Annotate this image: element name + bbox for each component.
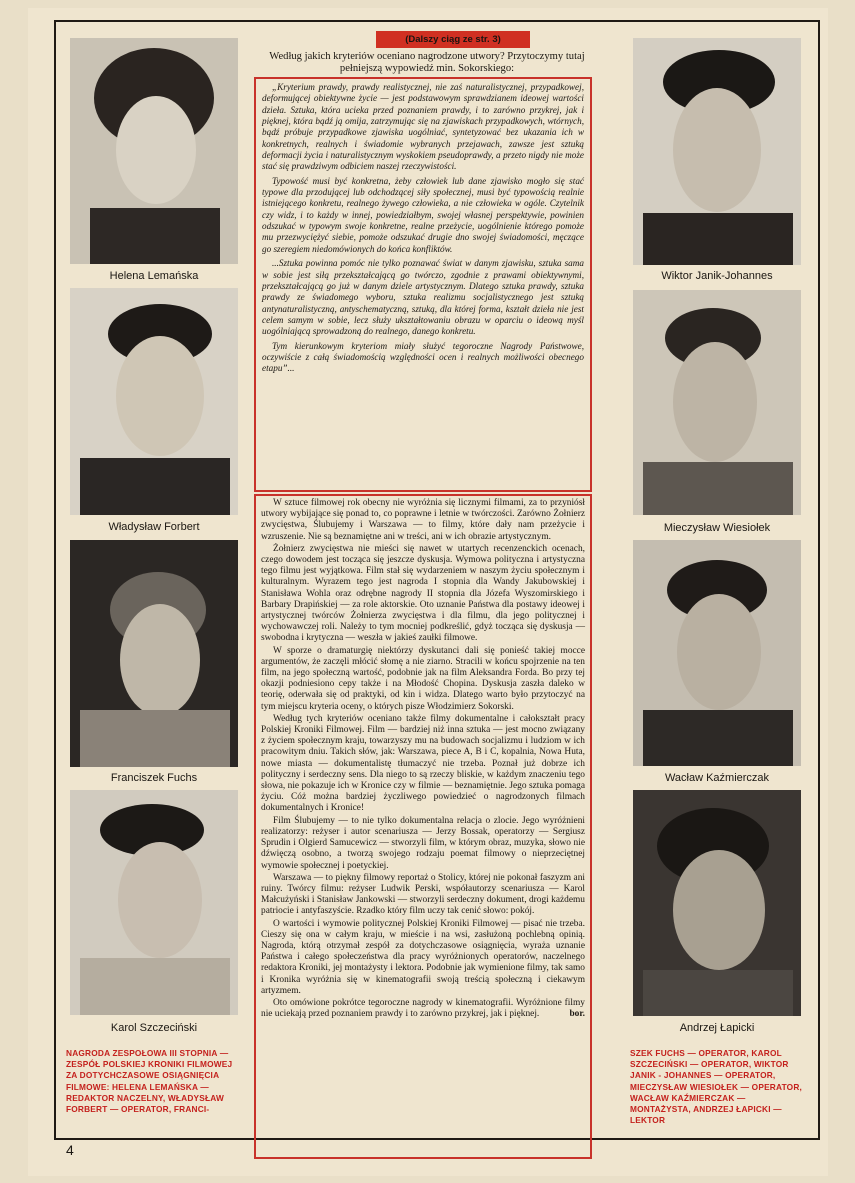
- quote-paragraph: „Kryterium prawdy, prawdy realistycznej, nie zaś naturalistycznej, przypadkowej, deformującej obiektywne życie — jest podstawowym sprawdzianem ideowej wartości dzieła. Sztuka, która ucieka przed poznaniem prawdy, i to zarówno przykrej, jak i pięknej, która bądź ją omija, zatrzymując się na zjawiskach przypadkowych, wtórnych, bądź próbuje przypadkowe zjawiska uogólniać, syntetyzować bez ukazania ich w konkretnych, realnych i świadomie wybranych przejawach, zawsze jest sztuką deformacji życia i naturalistycznym wyskokiem pseudoprawdy, a przeto nigdy nie może stać się prawdziwym odbiciem naszej rzeczywistości.: [262, 82, 584, 172]
- body-paragraph-text: Oto omówione pokrótce tegoroczne nagrody w kinematografii. Wyróżnione filmy nie uciekają przed poznaniem prawdy i to zarówno przykrej, jak i pięknej.: [261, 997, 585, 1020]
- portrait-caption: Wacław Kaźmierczak: [664, 772, 770, 784]
- page-number: 4: [66, 1142, 74, 1158]
- left-award-caption: NAGRODA ZESPOŁOWA III STOPNIA — ZESPÓŁ POLSKIEJ KRONIKI FILMOWEJ ZA DOTYCHCZASOWE OSIĄGNIĘCIA FILMOWE: HELENA LEMAŃSKA — REDAKTOR NACZELNY, WŁADYSŁAW FORBERT — OPERATOR, FRANCI-: [66, 1048, 233, 1115]
- body-paragraph: Według tych kryteriów oceniano także filmy dokumentalne i całokształt pracy Polskiej Kroniki Filmowej. Film — bardziej niż inna sztuka — jest mocno związany z życiem społecznym kraju, towarzyszy mu na budowach socjalizmu i ludziom w ich pracowitym dniu. Takich słów, jak: Warszawa, piece A, B i C, kopalnia, Nowa Huta, nowe miasta — dokumentalistę tłumaczyć nie trzeba. Poznał już dobrze ich polityczny i serdeczny sens. Dla niego to są rzeczy bliskie, w każdym znaczeniu tego słowa, nie pokazuje ich w Kronice czy w filmie — beznamiętnie. Jego sztuka pomaga życiu. Cóż można bardziej życzliwego powiedzieć o nagrodzonych filmach dokumentalnych i Kronice!: [261, 713, 585, 814]
- body-paragraph: W sztuce filmowej rok obecny nie wyróżnia się licznymi filmami, za to przyniósł utwory wybijające się ponad to, co poprawne i letnie w twórczości. Zarówno Żołnierz zwycięstwa, Ślubujemy i Warszawa — to filmy, które dały nam przeżycie i wzruszenie. Nie są beznamiętne ani w treści, ani w ich obrazie artystycznym.: [261, 498, 585, 542]
- portrait-photo: [70, 540, 238, 767]
- portrait-caption: Władysław Forbert: [108, 521, 200, 533]
- quote-paragraph: Tym kierunkowym kryteriom miały służyć tegoroczne Nagrody Państwowe, oczywiście z całą świadomością względności ocen i realnych możliwości obecnego etapu”...: [262, 340, 584, 374]
- portrait-photo: [70, 38, 238, 264]
- article-intro: Według jakich kryteriów oceniano nagrodzone utwory? Przytoczymy tutaj pełniejszą wypowiedź min. Sokorskiego:: [269, 51, 585, 75]
- author-signature: bor.: [569, 1009, 585, 1020]
- quote-paragraph: Typowość musi być konkretna, żeby człowiek lub dane zjawisko mogło się stać typowe dla przodującej lub odchodzącej siły społecznej, musi być typowością realnie istniejącego konkretu, realnego żywego człowieka, a nie człowieka w ogóle. Czytelnik czy widz, i to każdy w innej, powiedziałbym, swojej własnej perspektywie, powinien odszukać w typowym swoje konkretne, realne przeżycie, uogólnienie którego pomoże mu przezwyciężyć siebie, pomoże odszukać drugie dno swojej świadomości, męczące go szeregiem niedomówionych do końca konfliktów.: [262, 175, 584, 254]
- continuation-banner: (Dalszy ciąg ze str. 3): [376, 31, 530, 48]
- portrait-photo: [70, 288, 238, 515]
- portrait-photo: [70, 790, 238, 1015]
- portrait-caption: Karol Szczeciński: [110, 1022, 198, 1034]
- body-paragraph: Film Ślubujemy — to nie tylko dokumentalna relacja o zlocie. Jego wyróżnieni realizatorzy: reżyser i autor scenariusza — Jerzy Bossak, operatorzy — Sergiusz Sprudin i Olgierd Samucewicz — stworzyli film, w którym obraz, muzyka, słowo nie dźwięczą osobno, a tworzą swojego rodzaju poemat filmowy o nieprzeciętnej wymowie społecznej i poetyckiej.: [261, 815, 585, 871]
- body-paragraph: W sporze o dramaturgię niektórzy dyskutanci dali się ponieść takiej mocce argumentów, że zaczęli młócić słomę a nie ziarno. Stracili w końcu spojrzenie na ten film, na jego społeczną wartość, podobnie jak na film Aleksandra Forda. Bo przy tej okazji podniesiono cepy także i na Młodość Chopina. Dyskusja zaszła daleko w teorię, oderwała się od praktyki, od kin i widza. Dlatego warto było przytoczyć na tym miejscu kryteria oceny, o których pisze Włodzimierz Sokorski.: [261, 645, 585, 712]
- body-paragraph: O wartości i wymowie politycznej Polskiej Kroniki Filmowej — pisać nie trzeba. Cieszy się ona w całym kraju, w mieście i na wsi, zasłużoną pochlebną opinią. Nagroda, którą otrzymał zespół za dotychczasowe osiągnięcia, wyraża uznanie Państwa i całego społeczeństwa dla pracy wyróżnionych operatorów, naczelnego redaktora Kroniki, jej montażysty i lektora. Podobnie jak wymienione filmy, tak samo i Kronika wyróżnia się w kinematografii swoją treścią społeczną i ciekawym artyzmem.: [261, 918, 585, 996]
- portrait-photo: [633, 540, 801, 766]
- portrait-caption: Mieczysław Wiesiołek: [663, 522, 771, 534]
- portrait-caption: Wiktor Janik-Johannes: [661, 270, 773, 282]
- body-paragraph: Warszawa — to piękny filmowy reportaż o Stolicy, której nie pokonał faszyzm ani ruiny. Twórcy filmu: reżyser Ludwik Perski, współautorzy scenariusza — Karol Małcużyński i Stanisław Jankowski — stworzyli serdeczny dokument, drogi każdemu patriocie i antyfaszyście. Rzadko który film uczy tak cenić słowo: pokój.: [261, 872, 585, 917]
- body-paragraph: Żołnierz zwycięstwa nie mieści się nawet w utartych recenzenckich ocenach, czego dowodem jest tocząca się jeszcze dyskusja. Wymowa polityczna i artystyczna tego filmu jest wyjątkowa. Film stał się wydarzeniem w naszym życiu społecznym i kulturalnym. Wyrazem tego jest nagroda I stopnia dla Wandy Jakubowskiej i Stanisława Wohla oraz odrębne nagrody II stopnia dla Józefa Wyszomirskiego i Barbary Drapińskiej — za role aktorskie. Oto uznanie Państwa dla postawy ideowej i artystycznej twórców Żołnierza zwycięstwa i dla filmu, dla jego politycznej i wychowawczej roli. Należy to tym mocniej podkreślić, gdyż tocząca się dyskusja — swobodna i krytyczna — weszła w jakieś zaułki filmowe.: [261, 543, 585, 644]
- portrait-caption: Franciszek Fuchs: [110, 772, 198, 784]
- article-body: [254, 494, 592, 1159]
- portrait-caption: Andrzej Łapicki: [679, 1022, 755, 1034]
- portrait-photo: [633, 790, 801, 1016]
- body-paragraph: [261, 998, 585, 1020]
- quote-box: [254, 77, 592, 492]
- portrait-photo: [633, 290, 801, 515]
- portrait-caption: Helena Lemańska: [109, 270, 199, 282]
- quote-paragraph: ...Sztuka powinna pomóc nie tylko poznawać świat w danym zjawisku, sztuka sama w sobie jest siłą przekształcającą go twórczo, zgodnie z prawami obiektywnymi, przekształcającą go już w danym dziele artystycznym. Dlatego sztuka prawdy, sztuka prawdy ze świadomego wyboru, sztuka realizmu socjalistycznego jest sztuką antynaturalistyczną, antyschematyczną, sztuką, dla której forma, kształt dzieła nie jest celem samym w sobie, lecz służy ukształtowaniu obrazu w oparciu o ideową myśl uogólniającą sprowadzoną do realnego, danego konkretu.: [262, 258, 584, 337]
- portrait-photo: [633, 38, 801, 265]
- right-award-caption: SZEK FUCHS — OPERATOR, KAROL SZCZECIŃSKI — OPERATOR, WIKTOR JANIK - JOHANNES — OPERATOR, MIECZYSŁAW WIESIOŁEK — OPERATOR, WACŁAW KAŹMIERCZAK — MONTAŻYSTA, ANDRZEJ ŁAPICKI — LEKTOR: [630, 1048, 803, 1126]
